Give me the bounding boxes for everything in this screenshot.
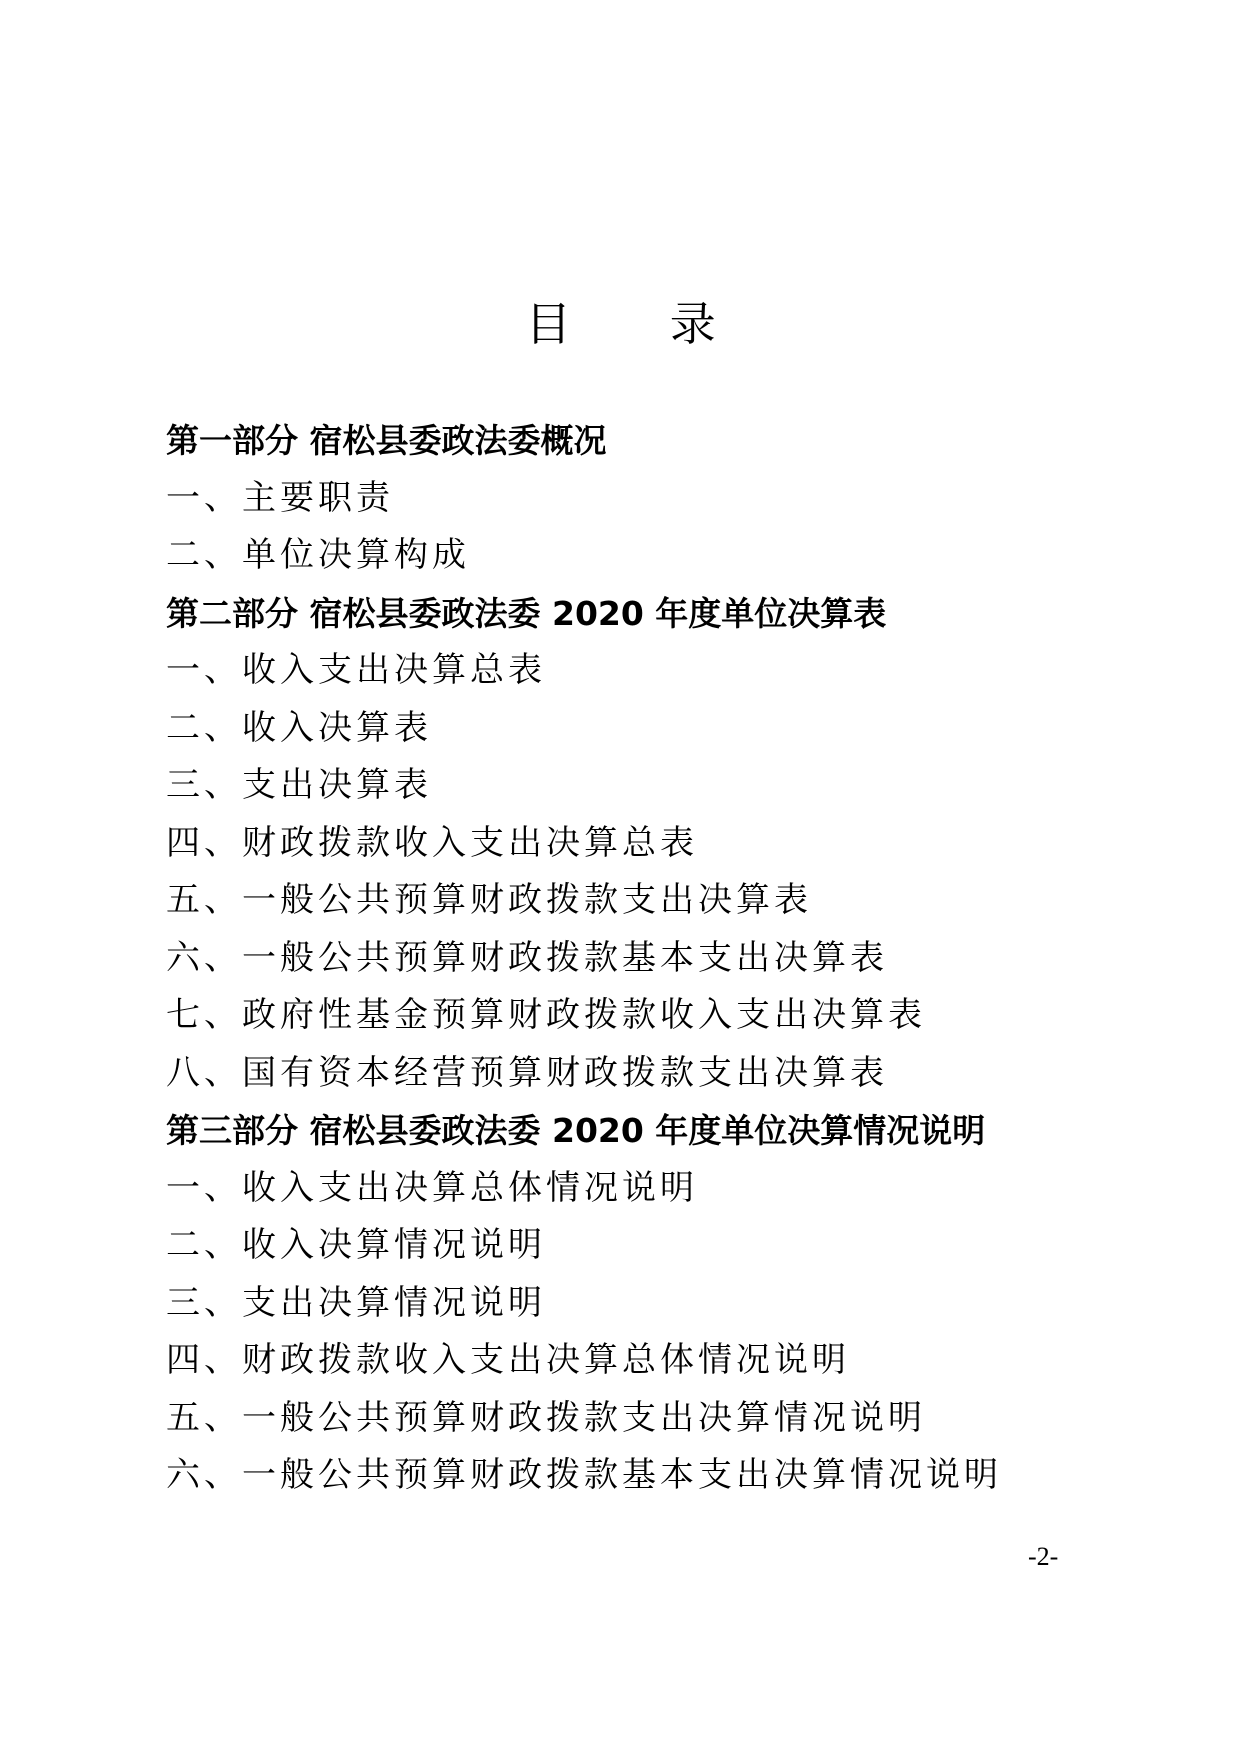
toc-part-heading[interactable]: 第三部分 宿松县委政法委 2020 年度单位决算情况说明 xyxy=(166,1111,986,1150)
toc-entry[interactable]: 三、支出决算情况说明 xyxy=(166,1282,546,1323)
toc-entry[interactable]: 六、一般公共预算财政拨款基本支出决算表 xyxy=(166,937,888,978)
toc-entry[interactable]: 五、一般公共预算财政拨款支出决算情况说明 xyxy=(166,1397,926,1438)
toc-part-heading[interactable]: 第一部分 宿松县委政法委概况 xyxy=(166,421,607,460)
toc-entry[interactable]: 四、财政拨款收入支出决算总表 xyxy=(166,822,698,863)
toc-entry[interactable]: 一、收入支出决算总表 xyxy=(166,650,546,690)
toc-entry[interactable]: 二、收入决算情况说明 xyxy=(166,1225,546,1265)
page-number: -2- xyxy=(1028,1542,1059,1571)
toc-entry[interactable]: 五、一般公共预算财政拨款支出决算表 xyxy=(166,880,812,920)
toc-entry[interactable]: 一、收入支出决算总体情况说明 xyxy=(166,1167,698,1208)
toc-entry[interactable]: 六、一般公共预算财政拨款基本支出决算情况说明 xyxy=(166,1455,1002,1495)
toc-entry[interactable]: 八、国有资本经营预算财政拨款支出决算表 xyxy=(166,1052,888,1093)
toc-entry[interactable]: 二、单位决算构成 xyxy=(166,535,470,575)
page-title: 目 录 xyxy=(525,297,758,351)
toc-entry[interactable]: 二、收入决算表 xyxy=(166,707,432,748)
toc-entry[interactable]: 七、政府性基金预算财政拨款收入支出决算表 xyxy=(166,995,926,1035)
table-of-contents xyxy=(166,412,1086,1505)
toc-part-heading[interactable]: 第二部分 宿松县委政法委 2020 年度单位决算表 xyxy=(166,593,887,633)
toc-entry[interactable]: 三、支出决算表 xyxy=(166,765,432,805)
toc-entry[interactable]: 一、主要职责 xyxy=(166,477,394,518)
toc-entry[interactable]: 四、财政拨款收入支出决算总体情况说明 xyxy=(166,1340,850,1380)
